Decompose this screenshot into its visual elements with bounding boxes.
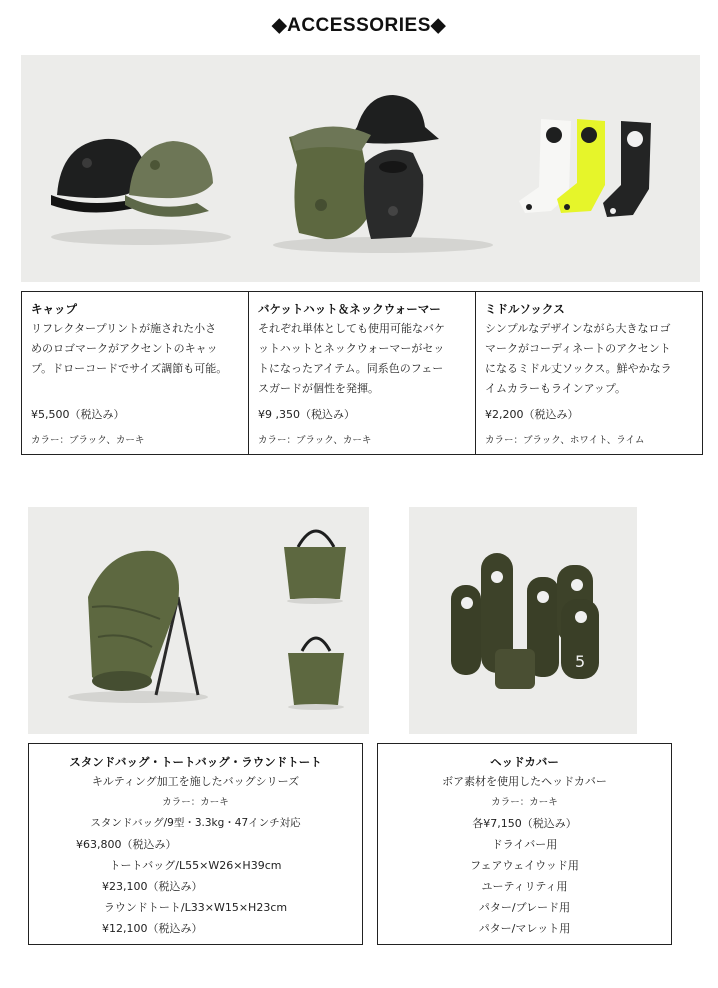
desc-line: マークがコーディネートのアクセント xyxy=(485,342,671,355)
tote-bag-spec: トートバッグ/L55×W26×H39cm xyxy=(109,859,282,872)
product-price: ¥9 ,350（税込み） xyxy=(258,408,355,421)
desc-line: めのロゴマークがアクセントのキャッ xyxy=(31,342,218,355)
headcover-item: ユーティリティ用 xyxy=(481,880,568,893)
headcover-price: 各¥7,150（税込み） xyxy=(472,817,577,830)
round-tote-spec: ラウンドトート/L33×W15×H23cm xyxy=(103,901,288,914)
product-description xyxy=(258,319,467,399)
desc-line: リフレクタープリントが施された小さ xyxy=(31,322,217,335)
desc-line: それぞれ単体としても使用可能なバケ xyxy=(258,322,445,335)
stand-bag-price: ¥63,800（税込み） xyxy=(76,838,177,851)
headcover-subtitle: ボア素材を使用したヘッドカバー xyxy=(442,775,607,788)
headcovers-photo xyxy=(409,507,637,734)
product-cell-cap xyxy=(22,292,248,454)
desc-line: ットハットとネックウォーマーがセッ xyxy=(258,342,445,355)
accessories-info-table xyxy=(21,291,703,455)
bags-subtitle: キルティング加工を施したバッグシリーズ xyxy=(91,775,300,788)
desc-line: プ。ドローコードでサイズ調節も可能。 xyxy=(31,362,228,375)
tote-bag-price: ¥23,100（税込み） xyxy=(102,880,203,893)
product-description xyxy=(31,319,240,379)
headcover-info-box xyxy=(377,743,672,945)
headcover-item: フェアウェイウッド用 xyxy=(470,859,579,872)
headcover-color: カラー：カーキ xyxy=(491,797,558,808)
product-cell-bucket-hat xyxy=(248,292,475,454)
product-price: ¥5,500（税込み） xyxy=(31,408,125,421)
product-cell-socks xyxy=(475,292,702,454)
product-name: キャップ xyxy=(31,302,77,316)
headcover-item: パター/マレット用 xyxy=(478,922,571,935)
product-name: ミドルソックス xyxy=(485,302,565,316)
product-name: バケットハット＆ネックウォーマー xyxy=(258,302,441,316)
product-color: カラー：ブラック、カーキ xyxy=(31,435,145,446)
headcover-item: パター/ブレード用 xyxy=(478,901,571,914)
product-price: ¥2,200（税込み） xyxy=(485,408,579,421)
desc-line: シンプルなデザインながら大きなロゴ xyxy=(485,322,671,335)
svg-text:5: 5 xyxy=(575,652,586,671)
desc-line: イムカラーもラインアップ。 xyxy=(485,382,627,395)
desc-line: スガードが個性を発揮。 xyxy=(258,382,379,395)
headcover-title: ヘッドカバー xyxy=(490,755,559,769)
page-title: ◆ACCESSORIES◆ xyxy=(271,15,447,36)
bags-color: カラー：カーキ xyxy=(162,797,229,808)
product-color: カラー：ブラック、カーキ xyxy=(258,435,372,446)
round-tote-price: ¥12,100（税込み） xyxy=(102,922,203,935)
stand-bag-spec: スタンドバッグ/9型・3.3kg・47インチ対応 xyxy=(90,817,301,829)
bags-photo xyxy=(28,507,369,734)
bags-title: スタンドバッグ・トートバッグ・ラウンドトート xyxy=(69,755,322,769)
desc-line: トになったアイテム。同系色のフェー xyxy=(258,362,444,375)
accessories-photo xyxy=(21,55,700,282)
product-color: カラー：ブラック、ホワイト、ライム xyxy=(485,435,645,446)
bags-info-box xyxy=(28,743,363,945)
headcover-item: ドライバー用 xyxy=(491,838,558,851)
desc-line: になるミドル丈ソックス。鮮やかなラ xyxy=(485,362,672,375)
product-description xyxy=(485,319,694,399)
